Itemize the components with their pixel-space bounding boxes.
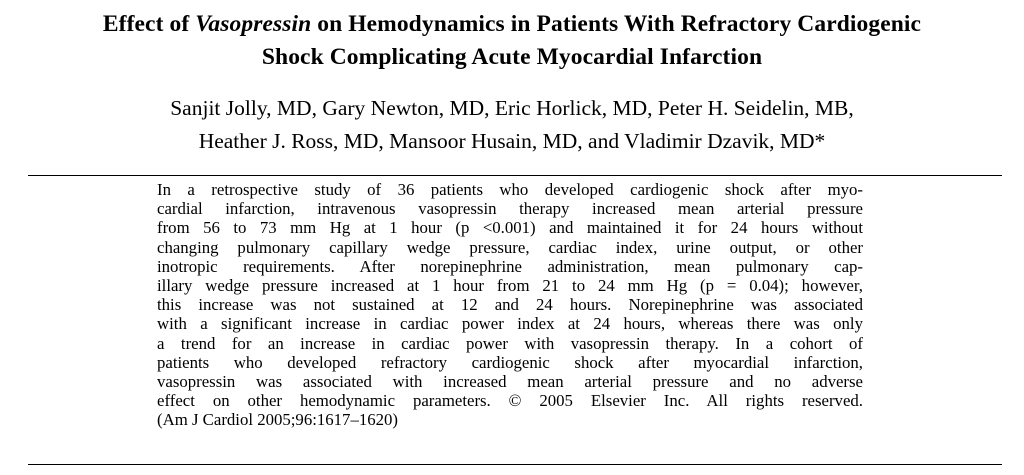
title-line-1-rest: on Hemodynamics in Patients With Refractory Cardiogenic: [311, 11, 922, 37]
title-line-1: [0, 8, 1024, 41]
abstract-line: vasopressin was associated with increased mean arterial pressure and no adverse: [157, 372, 863, 392]
top-divider: [28, 175, 1002, 176]
authors-line-1: Sanjit Jolly, MD, Gary Newton, MD, Eric Horlick, MD, Peter H. Seidelin, MB,: [170, 96, 854, 120]
abstract-line: inotropic requirements. After norepinephrine administration, mean pulmonary cap-: [157, 256, 863, 276]
author-list: [0, 92, 1024, 158]
abstract: [157, 180, 863, 430]
bottom-divider: [28, 464, 1002, 465]
abstract-line: patients who developed refractory cardiogenic shock after myocardial infarction,: [157, 352, 863, 372]
article-title: [0, 8, 1024, 74]
abstract-line: this increase was not sustained at 12 and 24 hours. Norepinephrine was associated: [157, 295, 863, 315]
abstract-line: changing pulmonary capillary wedge pressure, cardiac index, urine output, or other: [157, 237, 863, 257]
abstract-line: cardial infarction, intravenous vasopressin therapy increased mean arterial pressure: [157, 199, 863, 219]
abstract-line: illary wedge pressure increased at 1 hour from 21 to 24 mm Hg (p = 0.04); however,: [157, 276, 863, 296]
abstract-line: In a retrospective study of 36 patients who developed cardiogenic shock after myo-: [157, 180, 863, 199]
title-prefix: Effect of: [102, 11, 196, 37]
title-line-2: Shock Complicating Acute Myocardial Infarction: [261, 44, 763, 70]
title-drug-name: Vasopressin: [195, 11, 312, 37]
abstract-line-copyright: effect on other hemodynamic parameters. © 2005 Elsevier Inc. All rights reserved.: [157, 391, 863, 411]
authors-line-2: Heather J. Ross, MD, Mansoor Husain, MD, and Vladimir Dzavik, MD*: [198, 129, 826, 153]
abstract-line: with a significant increase in cardiac power index at 24 hours, whereas there was only: [157, 314, 863, 334]
abstract-line: a trend for an increase in cardiac power with vasopressin therapy. In a cohort of: [157, 333, 863, 353]
abstract-line: from 56 to 73 mm Hg at 1 hour (p <0.001) and maintained it for 24 hours without: [157, 218, 863, 238]
citation-line: (Am J Cardiol 2005;96:1617–1620): [157, 410, 398, 430]
